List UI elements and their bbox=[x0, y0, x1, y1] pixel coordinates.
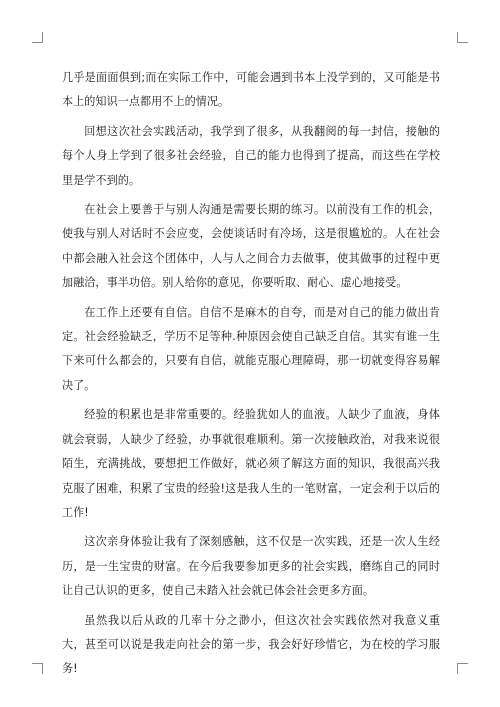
crop-mark-bottom-right bbox=[457, 663, 468, 674]
paragraph-feelings: 这次亲身体验让我有了深刻感触，这不仅是一次实践，还是一次人生经历，是一生宝贵的财富。在今后我要参加更多的社会实践，磨练自己的同时让自己认识的更多，使自己未踏入社会就已体会社会更多方面。 bbox=[62, 535, 440, 598]
document-body bbox=[62, 66, 440, 687]
paragraph-conclusion: 虽然我以后从政的几率十分之渺小，但这次社会实践依然对我意义重大，甚至可以说是我走向社会的第一步，我会好好珍惜它，为在校的学习服务! bbox=[62, 613, 440, 676]
paragraph-communication: 在社会上要善于与别人沟通是需要长期的练习。以前没有工作的机会，使我与别人对话时不会应变，会使谈话时有冷场，这是很尴尬的。人在社会中都会融入社会这个团体中，人与人之间合力去做事，使其做事的过程中更加融洽，事半功倍。别人给你的意见，你要听取、耐心、虚心地接受。 bbox=[62, 203, 440, 290]
paragraph-continuation: 几乎是面面俱到;而在实际工作中，可能会遇到书本上没学到的，又可能是书本上的知识一点都用不上的情况。 bbox=[62, 71, 440, 109]
crop-mark-top-left bbox=[32, 32, 43, 43]
paragraph-reflection: 回想这次社会实践活动，我学到了很多，从我翻阅的每一封信，接触的每个人身上学到了很多社会经验，自己的能力也得到了提高，而这些在学校里是学不到的。 bbox=[62, 124, 440, 187]
crop-mark-bottom-left bbox=[32, 663, 43, 674]
paragraph-experience: 经验的积累也是非常重要的。经验犹如人的血液。人缺少了血液，身体就会衰弱，人缺少了经验，办事就很难顺利。第一次接触政治，对我来说很陌生，充满挑战，要想把工作做好，就必须了解这方面的知识，我很高兴我克服了困难，积累了宝贵的经验!这是我人生的一笔财富，一定会利于以后的工作! bbox=[62, 408, 440, 519]
crop-mark-top-right bbox=[457, 32, 468, 43]
paragraph-confidence: 在工作上还要有自信。自信不是麻木的自夸，而是对自己的能力做出肯定。社会经验缺乏，学历不足等种.种原因会使自己缺乏自信。其实有谁一生下来可什么都会的，只要有自信，就能克服心理障碍，那一切就变得容易解决了。 bbox=[62, 305, 440, 392]
